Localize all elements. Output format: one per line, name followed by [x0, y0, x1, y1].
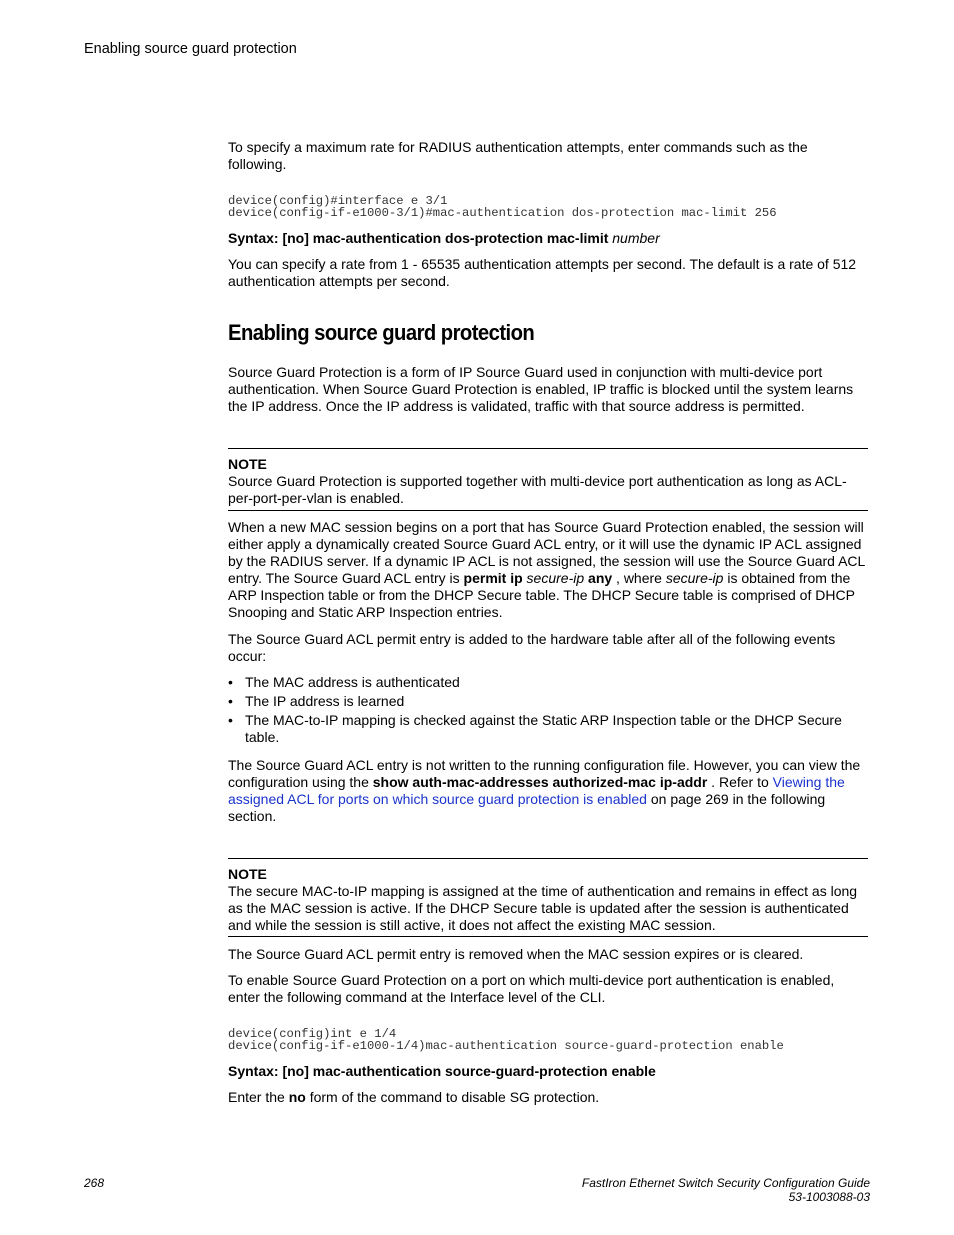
text-run: The Source Guard ACL entry is not written to the running configuration file. However, you can view the configuration using the [228, 757, 861, 790]
italic-run: secure-ip [526, 570, 585, 586]
code-block-source-guard: device(config)int e 1/4 device(config-if-e1000-1/4)mac-authentication source-guard-protection enable [228, 1027, 784, 1053]
italic-run: secure-ip [665, 570, 724, 586]
section-paragraph-4 [228, 757, 868, 825]
note-label: NOTE [228, 456, 267, 472]
section-title: Enabling source guard protection [228, 320, 535, 345]
rate-paragraph: You can specify a rate from 1 - 65535 authentication attempts per second. The default is a rate of 512 authentication attempts per second. [228, 256, 857, 289]
cross-reference-link[interactable]: Viewing the assigned ACL for ports on which source guard protection is enabled [228, 774, 845, 807]
bold-run: any [588, 570, 613, 586]
note-label: NOTE [228, 866, 267, 882]
text-run: Enter the [228, 1089, 289, 1105]
page-number: 268 [84, 1176, 105, 1190]
section-paragraph-3: The Source Guard ACL permit entry is added to the hardware table after all of the following events occur: [228, 631, 836, 664]
footer-info [582, 1176, 870, 1204]
text-run: is obtained from the ARP Inspection table or from the DHCP Secure table. The DHCP Secure table is comprised of DHCP Snooping and Static ARP Inspection entries. [228, 570, 855, 620]
bold-run: no [288, 1089, 306, 1105]
running-header: Enabling source guard protection [84, 41, 297, 57]
text-run: on page 269 in the following section. [228, 791, 826, 824]
intro-paragraph: To specify a maximum rate for RADIUS authentication attempts, enter commands such as the following. [228, 139, 808, 172]
syntax-dos-protection [228, 230, 868, 246]
guide-title: FastIron Ethernet Switch Security Configuration Guide [581, 1176, 870, 1190]
bold-run: show auth-mac-addresses authorized-mac ip-addr [372, 774, 708, 790]
section-paragraph-6: To enable Source Guard Protection on a port on which multi-device port authentication is enabled, enter the following command at the Interface level of the CLI. [228, 972, 835, 1005]
note-box-1 [228, 448, 868, 511]
section-paragraph-1: Source Guard Protection is a form of IP Source Guard used in conjunction with multi-device port authentication. When Source Guard Protection is enabled, IP traffic is blocked until the system learns the IP address. Once the IP address is validated, traffic with that source address is permitted. [228, 364, 854, 414]
text-run: form of the command to disable SG protection. [305, 1089, 600, 1105]
note-box-2 [228, 858, 868, 937]
doc-number: 53-1003088-03 [788, 1190, 870, 1204]
list-item: • The MAC-to-IP mapping is checked against the Static ARP Inspection table or the DHCP Secure table. [228, 712, 868, 746]
note-text: The secure MAC-to-IP mapping is assigned at the time of authentication and remains in effect as long as the MAC session is active. If the DHCP Secure table is updated after the session is authenticated and while the session is still active, it does not affect the existing MAC session. [228, 883, 858, 933]
text-run: . Refer to [707, 774, 773, 790]
code-block-dos-protection: device(config)#interface e 3/1 device(config-if-e1000-3/1)#mac-authentication dos-protection mac-limit 256 [228, 194, 777, 220]
section-paragraph-2 [228, 519, 868, 621]
event-list [228, 674, 868, 748]
text-run: When a new MAC session begins on a port that has Source Guard Protection enabled, the session will either apply a dynamically created Source Guard ACL entry, or it will use the dynamic IP ACL assigned by the RADIUS server. If a dynamic IP ACL is not assigned, the session will use the Source Guard ACL entry. The Source Guard ACL entry is [228, 519, 865, 586]
syntax-command: Syntax: [no] mac-authentication dos-protection mac-limit [228, 230, 609, 246]
list-item: • The MAC address is authenticated [228, 674, 868, 691]
syntax-param: number [612, 230, 660, 246]
section-paragraph-5: The Source Guard ACL permit entry is removed when the MAC session expires or is cleared. [228, 946, 804, 962]
syntax-source-guard: Syntax: [no] mac-authentication source-guard-protection enable [228, 1063, 656, 1079]
text-run: , where [612, 570, 666, 586]
section-paragraph-7 [228, 1089, 868, 1106]
list-item: • The IP address is learned [228, 693, 868, 710]
note-text: Source Guard Protection is supported together with multi-device port authentication as long as ACL-per-port-per-vlan is enabled. [228, 473, 847, 506]
bold-run: permit ip [463, 570, 523, 586]
